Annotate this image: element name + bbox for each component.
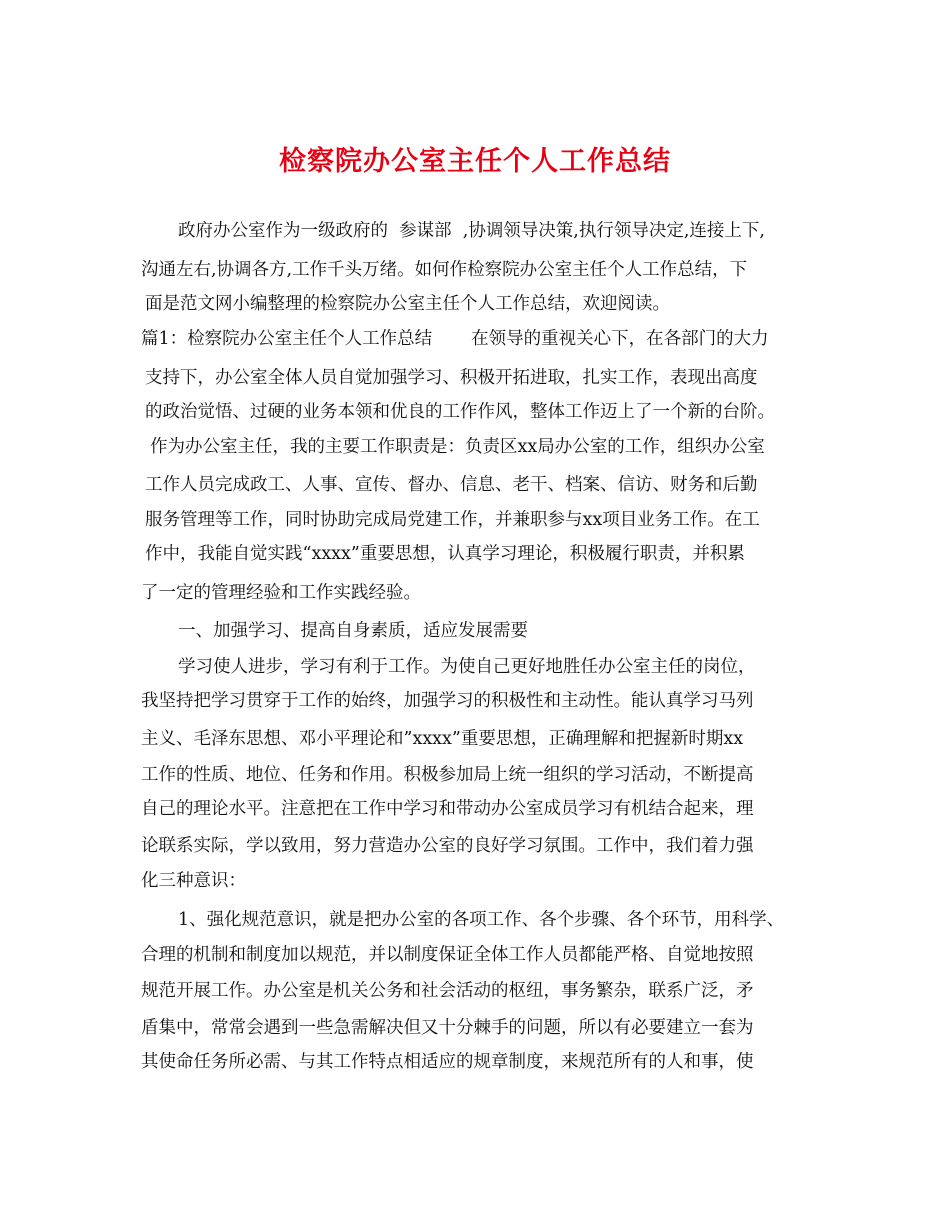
body-line: 化三种意识： [141,871,246,891]
body-line: 的政治觉悟、过硬的业务本领和优良的工作作风，整体工作迈上了一个新的台阶。 [145,402,775,422]
body-line: 合理的机制和制度加以规范，并以制度保证全体工作人员都能严格、自觉地按照 [141,945,754,965]
body-line: 我坚持把学习贯穿于工作的始终，加强学习的积极性和主动性。能认真学习马列 [141,691,754,711]
body-line: 论联系实际，学以致用，努力营造办公室的良好学习氛围。工作中，我们着力强 [141,836,754,856]
body-line: 主义、毛泽东思想、邓小平理论和”xxxx”重要思想，正确理解和把握新时期xx [141,729,744,749]
body-line: 学习使人进步，学习有利于工作。为使自己更好地胜任办公室主任的岗位， [178,657,756,677]
body-line: 作为办公室主任，我的主要工作职责是：负责区xx局办公室的工作，组织办公室 [150,437,765,457]
document-title: 检察院办公室主任个人工作总结 [279,146,671,177]
body-line: 支持下，办公室全体人员自觉加强学习、积极开拓进取，扎实工作，表现出高度 [145,368,758,388]
body-line: 规范开展工作。办公室是机关公务和社会活动的枢纽，事务繁杂，联系广泛，矛 [141,981,754,1001]
body-line: 1、强化规范意识，就是把办公室的各项工作、各个步骤、各个环节，用科学、 [178,910,785,930]
body-line: 政府办公室作为一级政府的 参谋部 ,协调领导决策,执行领导决定,连接上下, [178,221,765,241]
body-line: 其使命任务所必需、与其工作特点相适应的规章制度，来规范所有的人和事，使 [141,1052,754,1072]
body-line: 工作的性质、地位、任务和作用。积极参加局上统一组织的学习活动，不断提高 [141,765,754,785]
body-line: 盾集中，常常会遇到一些急需解决但又十分棘手的问题，所以有必要建立一套为 [141,1018,754,1038]
body-line: 服务管理等工作，同时协助完成局党建工作，并兼职参与xx项目业务工作。在工 [145,510,760,530]
body-line: 作中，我能自觉实践“xxxx”重要思想，认真学习理论，积极履行职责，并积累 [145,544,745,564]
body-line: 工作人员完成政工、人事、宣传、督办、信息、老干、档案、信访、财务和后勤 [145,475,758,495]
body-line: 篇1：检察院办公室主任个人工作总结 在领导的重视关心下，在各部门的大力 [141,329,769,349]
body-line: 面是范文网小编整理的检察院办公室主任个人工作总结，欢迎阅读。 [145,294,670,314]
body-line: 沟通左右,协调各方,工作千头万绪。如何作检察院办公室主任个人工作总结，下 [141,260,748,280]
section-heading: 一、加强学习、提高自身素质，适应发展需要 [178,621,528,641]
body-line: 自己的理论水平。注意把在工作中学习和带动办公室成员学习有机结合起来，理 [141,799,754,819]
body-line: 了一定的管理经验和工作实践经验。 [141,583,421,603]
